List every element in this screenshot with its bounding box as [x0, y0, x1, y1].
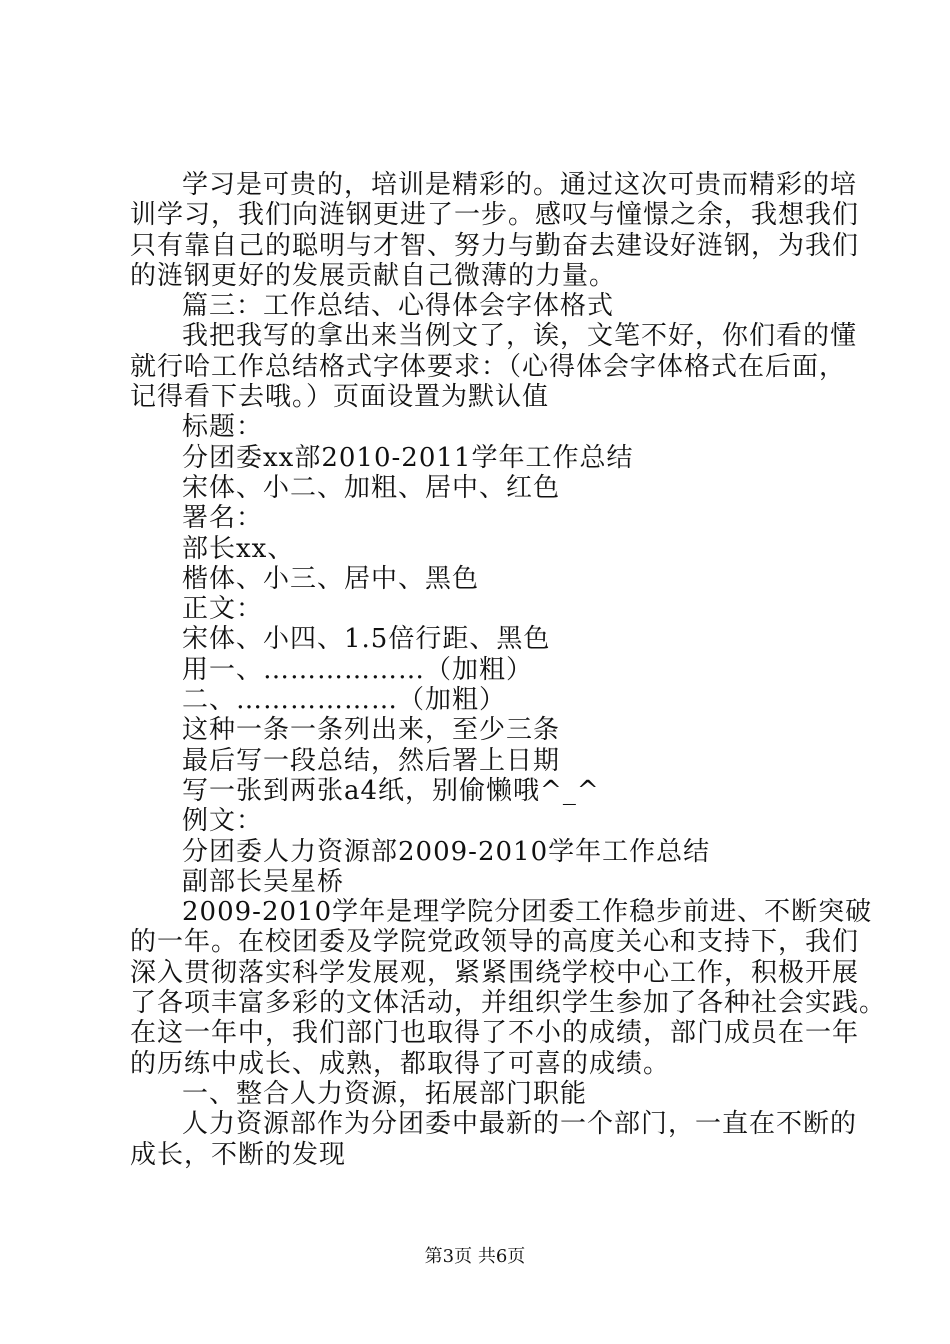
text-line: 了各项丰富多彩的文体活动，并组织学生参加了各种社会实践。 — [130, 988, 887, 1019]
text-line: 楷体、小三、居中、黑色 — [182, 563, 480, 594]
text-line: 最后写一段总结，然后署上日期 — [182, 745, 561, 776]
text-line: 篇三：工作总结、心得体会字体格式 — [182, 291, 615, 322]
text-line: 的涟钢更好的发展贡献自己微薄的力量。 — [130, 260, 617, 291]
text-line: 在这一年中，我们部门也取得了不小的成绩，部门成员在一年 — [130, 1018, 860, 1049]
text-line: 成长，不断的发现 — [130, 1139, 347, 1170]
text-line: 记得看下去哦。）页面设置为默认值 — [130, 382, 550, 413]
text-line: 只有靠自己的聪明与才智、努力与勤奋去建设好涟钢，为我们 — [130, 230, 860, 261]
text-line: 副部长吴星桥 — [182, 866, 345, 897]
text-line: 就行哈工作总结格式字体要求：（心得体会字体格式在后面， — [130, 351, 847, 382]
text-line: 部长xx、 — [182, 533, 295, 564]
text-line: 正文： — [182, 594, 264, 625]
text-line: 宋体、小二、加粗、居中、红色 — [182, 472, 561, 503]
text-line: 我把我写的拿出来当例文了，诶，文笔不好，你们看的懂 — [182, 321, 858, 352]
text-line: 宋体、小四、1.5倍行距、黑色 — [182, 624, 551, 655]
text-line: 标题： — [182, 412, 264, 443]
text-line: 的历练中成长、成熟，都取得了可喜的成绩。 — [130, 1048, 671, 1079]
text-line: 分团委xx部2010-2011学年工作总结 — [182, 442, 634, 473]
page-footer: 第3页 共6页 — [424, 1246, 526, 1267]
text-line: 深入贯彻落实科学发展观，紧紧围绕学校中心工作，积极开展 — [130, 957, 860, 988]
text-line: 人力资源部作为分团委中最新的一个部门，一直在不断的 — [182, 1109, 858, 1140]
text-line: 分团委人力资源部2009-2010学年工作总结 — [182, 836, 711, 867]
text-line: 学习是可贵的，培训是精彩的。通过这次可贵而精彩的培 — [182, 170, 858, 200]
text-line: 二、………………（加粗） — [182, 685, 507, 716]
text-line: 的一年。在校团委及学院党政领导的高度关心和支持下，我们 — [130, 927, 860, 958]
text-line: 用一、………………（加粗） — [182, 654, 534, 685]
text-line: 训学习，我们向涟钢更进了一步。感叹与憧憬之余，我想我们 — [130, 200, 860, 231]
text-line: 署名： — [182, 503, 264, 534]
document-body — [130, 170, 887, 1170]
text-line: 例文： — [182, 806, 264, 837]
text-line: 一、整合人力资源，拓展部门职能 — [182, 1078, 588, 1109]
text-line: 这种一条一条列出来，至少三条 — [182, 715, 561, 746]
text-line: 写一张到两张a4纸，别偷懒哦^_^ — [182, 775, 600, 806]
text-line: 2009-2010学年是理学院分团委工作稳步前进、不断突破 — [182, 897, 873, 928]
